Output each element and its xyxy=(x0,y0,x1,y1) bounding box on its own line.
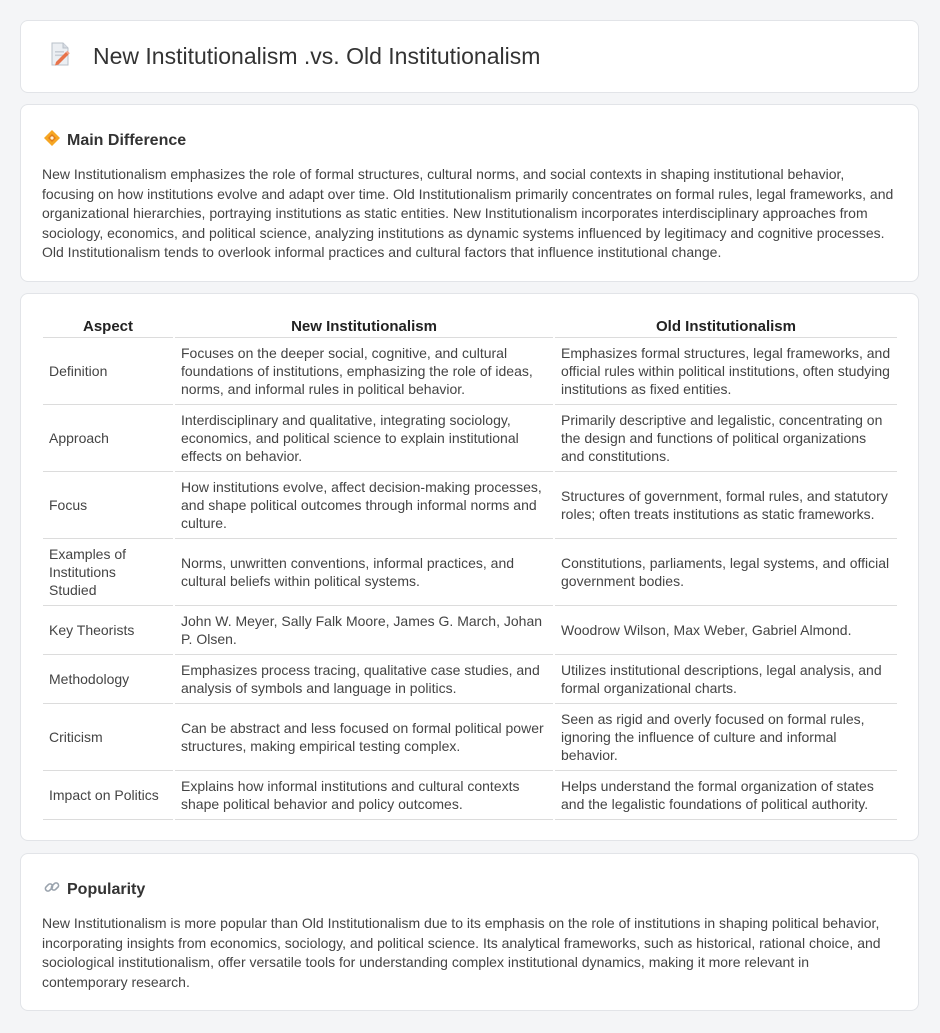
comparison-section xyxy=(20,293,919,841)
table-row xyxy=(43,472,897,539)
main-difference-text: New Institutionalism emphasizes the role of formal structures, cultural norms, and social contexts in shaping institutional behavior, focusing on how institutions evolve and adapt over time. Old Institutionalism primarily concentrates on formal rules, legal frameworks, and organizational hierarchies, portraying institutions as static entities. New Institutionalism incorporates interdisciplinary approaches from sociology, economics, and political science, analyzing institutions as dynamic systems influenced by legitimacy and cognitive processes. Old Institutionalism tends to overlook informal practices and cultural factors that influence institutional change. xyxy=(42,166,894,261)
table-row xyxy=(43,771,897,820)
popularity-heading: Popularity xyxy=(67,880,146,898)
aspect-cell: Key Theorists xyxy=(43,606,173,655)
table-row xyxy=(43,704,897,771)
table-row xyxy=(43,539,897,606)
aspect-cell: Examples of Institutions Studied xyxy=(43,539,173,606)
popularity-text: New Institutionalism is more popular than Old Institutionalism due to its emphasis on the role of institutions in shaping political behavior, incorporating insights from economics, sociology, and political science. Its analytical frameworks, such as historical, rational choice, and sociological institutionalism, offer versatile tools for understanding complex institutional dynamics, making it more relevant in contemporary research. xyxy=(42,915,881,990)
old-cell: Emphasizes formal structures, legal frameworks, and official rules within political institutions, often studying institutions as fixed entities. xyxy=(555,338,897,405)
title-card xyxy=(20,20,919,93)
aspect-cell: Approach xyxy=(43,405,173,472)
new-cell: Explains how informal institutions and cultural contexts shape political behavior and policy outcomes. xyxy=(175,771,553,820)
aspect-cell: Criticism xyxy=(43,704,173,771)
old-cell: Utilizes institutional descriptions, legal analysis, and formal organizational charts. xyxy=(555,655,897,704)
header-new-institutionalism: New Institutionalism xyxy=(175,316,553,338)
comparison-table xyxy=(41,316,899,820)
main-difference-heading: Main Difference xyxy=(67,131,187,149)
table-header-row xyxy=(43,316,897,338)
old-cell: Helps understand the formal organization of states and the legalistic foundations of political authority. xyxy=(555,771,897,820)
header-aspect: Aspect xyxy=(43,316,173,338)
table-row xyxy=(43,655,897,704)
link-icon xyxy=(43,878,61,901)
old-cell: Woodrow Wilson, Max Weber, Gabriel Almond. xyxy=(555,606,897,655)
new-cell: Norms, unwritten conventions, informal practices, and cultural beliefs within political systems. xyxy=(175,539,553,606)
new-cell: Interdisciplinary and qualitative, integrating sociology, economics, and political science to explain institutional effects on behavior. xyxy=(175,405,553,472)
table-row xyxy=(43,338,897,405)
new-cell: Can be abstract and less focused on formal political power structures, making empirical testing complex. xyxy=(175,704,553,771)
old-cell: Seen as rigid and overly focused on formal rules, ignoring the influence of culture and informal behavior. xyxy=(555,704,897,771)
new-cell: Emphasizes process tracing, qualitative case studies, and analysis of symbols and language in politics. xyxy=(175,655,553,704)
old-cell: Structures of government, formal rules, and statutory roles; often treats institutions as static frameworks. xyxy=(555,472,897,539)
diamond-icon xyxy=(43,129,61,152)
table-row xyxy=(43,405,897,472)
aspect-cell: Methodology xyxy=(43,655,173,704)
popularity-section xyxy=(20,853,919,1011)
main-difference-section xyxy=(20,104,919,282)
aspect-cell: Focus xyxy=(43,472,173,539)
table-row xyxy=(43,606,897,655)
header-old-institutionalism: Old Institutionalism xyxy=(555,316,897,338)
old-cell: Constitutions, parliaments, legal systems, and official government bodies. xyxy=(555,539,897,606)
aspect-cell: Definition xyxy=(43,338,173,405)
document-edit-icon xyxy=(47,41,73,72)
old-cell: Primarily descriptive and legalistic, concentrating on the design and functions of political organizations and constitutions. xyxy=(555,405,897,472)
new-cell: How institutions evolve, affect decision-making processes, and shape political outcomes through informal norms and culture. xyxy=(175,472,553,539)
new-cell: John W. Meyer, Sally Falk Moore, James G. March, Johan P. Olsen. xyxy=(175,606,553,655)
aspect-cell: Impact on Politics xyxy=(43,771,173,820)
page-title: New Institutionalism .vs. Old Institutionalism xyxy=(93,43,541,69)
new-cell: Focuses on the deeper social, cognitive, and cultural foundations of institutions, emphasizing the role of ideas, norms, and informal rules in political behavior. xyxy=(175,338,553,405)
